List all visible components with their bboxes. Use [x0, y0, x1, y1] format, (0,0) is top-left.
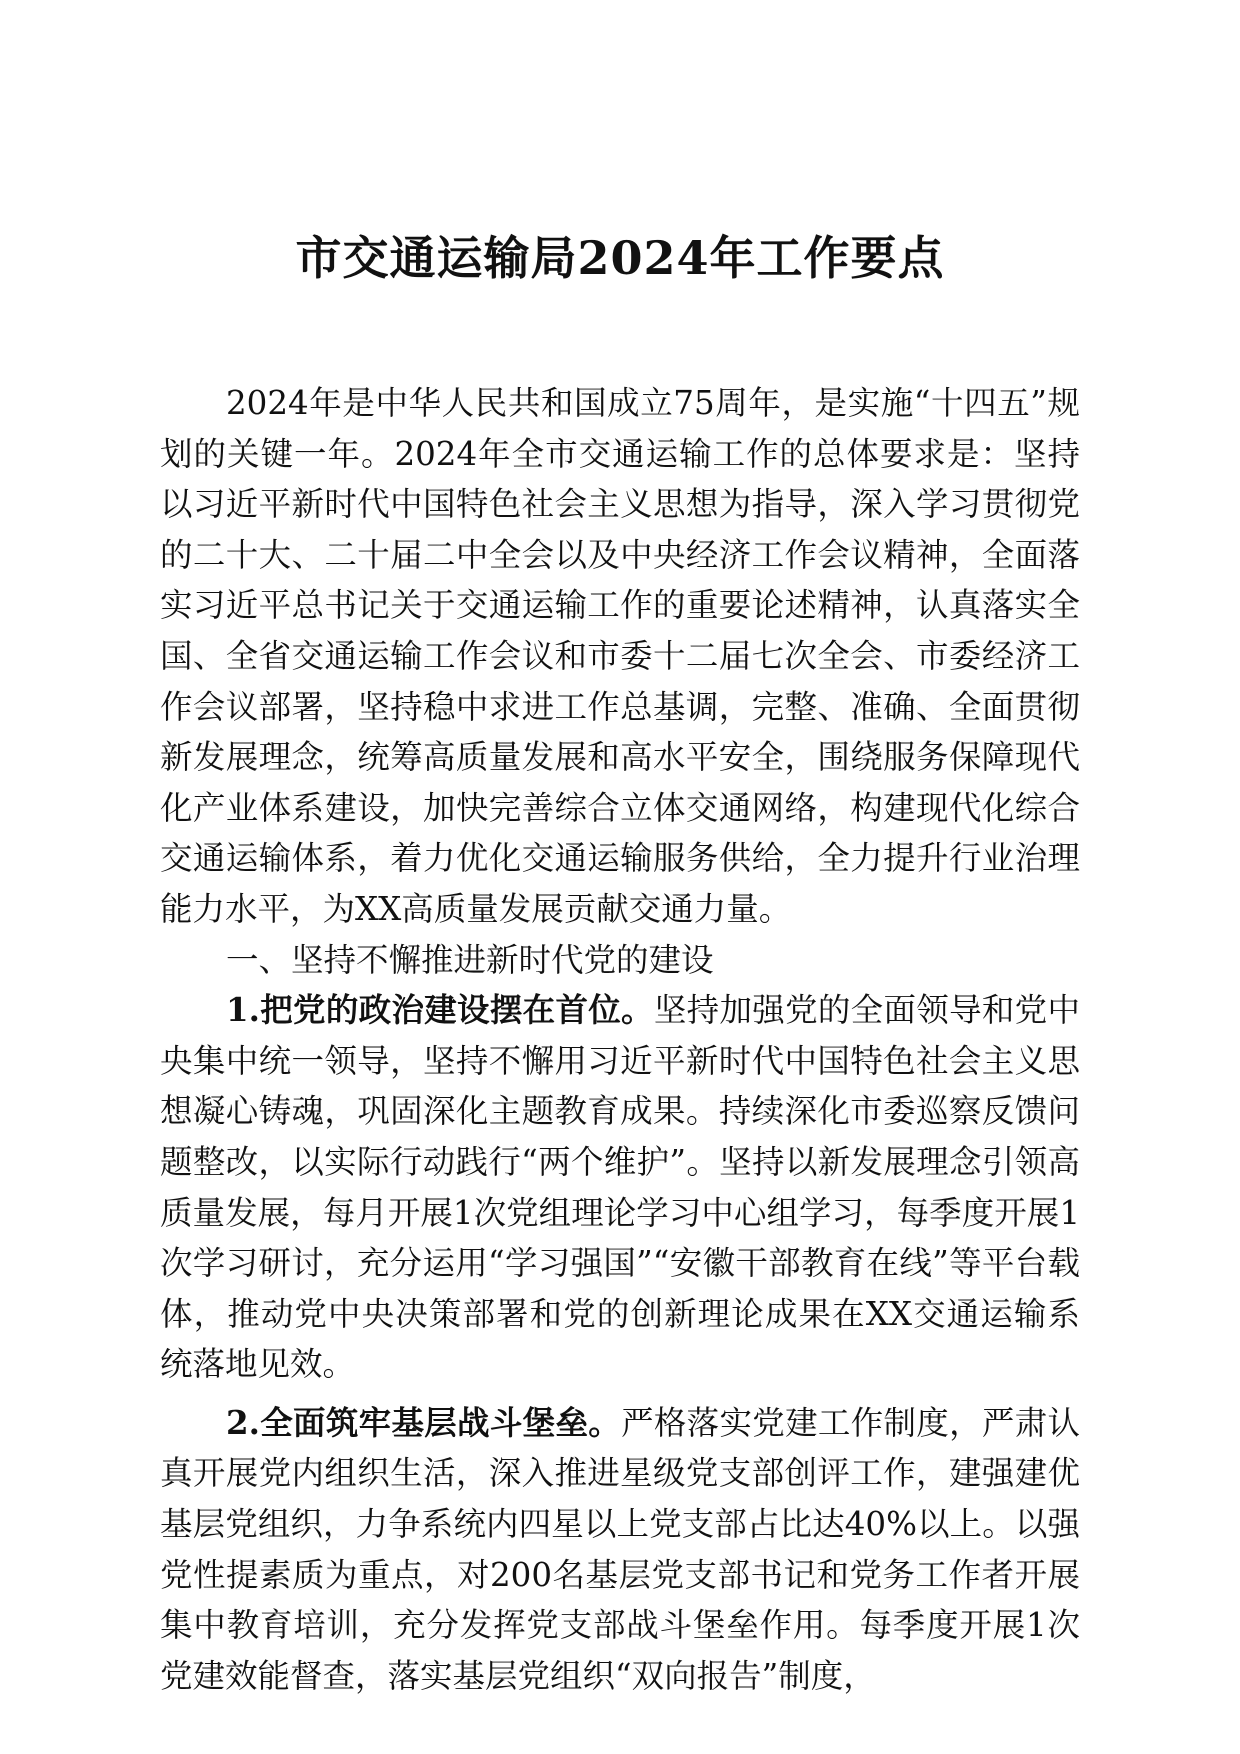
item-1-lead: 1.把党的政治建设摆在首位。 [226, 990, 654, 1030]
document-body [160, 378, 1080, 1701]
intro-paragraph: 2024年是中华人民共和国成立75周年，是实施“十四五”规划的关键一年。2024年全市交通运输工作的总体要求是：坚持以习近平新时代中国特色社会主义思想为指导，深入学习贯彻党的二十大、二十届二中全会以及中央经济工作会议精神，全面落实习近平总书记关于交通运输工作的重要论述精神，认真落实全国、全省交通运输工作会议和市委十二届七次全会、市委经济工作会议部署，坚持稳中求进工作总基调，完整、准确、全面贯彻新发展理念，统筹高质量发展和高水平安全，围绕服务保障现代化产业体系建设，加快完善综合立体交通网络，构建现代化综合交通运输体系，着力优化交通运输服务供给，全力提升行业治理能力水平，为XX高质量发展贡献交通力量。 [160, 384, 1080, 928]
section-heading-1: 一、坚持不懈推进新时代党的建设 [226, 940, 714, 979]
item-1-text: 坚持加强党的全面领导和党中央集中统一领导，坚持不懈用习近平新时代中国特色社会主义思想凝心铸魂，巩固深化主题教育成果。持续深化市委巡察反馈问题整改，以实际行动践行“两个维护”。坚持以新发展理念引领高质量发展，每月开展1次党组理论学习中心组学习，每季度开展1次学习研讨，充分运用“学习强国”“安徽干部教育在线”等平台载体，推动党中央决策部署和党的创新理论成果在XX交通运输系统落地见效。 [160, 991, 1080, 1384]
section-1-item-2 [160, 1398, 1080, 1702]
section-1-item-1 [160, 985, 1080, 1390]
document-title: 市交通运输局2024年工作要点 [295, 231, 945, 285]
item-2-lead: 2.全面筑牢基层战斗堡垒。 [226, 1402, 622, 1442]
item-2-text: 严格落实党建工作制度，严肃认真开展党内组织生活，深入推进星级党支部创评工作，建强建优基层党组织，力争系统内四星以上党支部占比达40%以上。以强党性提素质为重点，对200名基层党支部书记和党务工作者开展集中教育培训，充分发挥党支部战斗堡垒作用。每季度开展1次党建效能督查，落实基层党组织“双向报告”制度， [160, 1403, 1080, 1695]
